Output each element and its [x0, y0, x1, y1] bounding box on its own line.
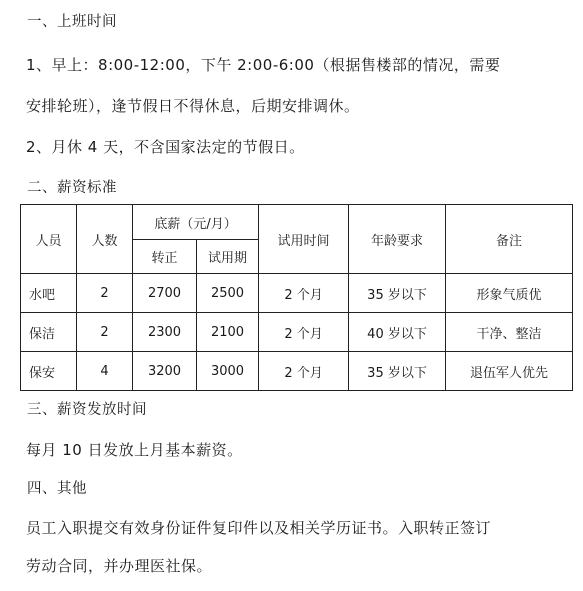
header-remarks: 备注 — [446, 205, 573, 274]
other-text-line-2: 劳动合同，并办理医社保。 — [26, 557, 213, 575]
other-text-line-1: 员工入职提交有效身份证件复印件以及相关学历证书。入职转正签订 — [26, 519, 492, 537]
table-row — [21, 352, 573, 391]
cell-trial: 2 个月 — [259, 274, 349, 313]
table-row — [21, 313, 573, 352]
header-base-salary: 底薪（元/月） — [133, 205, 259, 240]
cell-probation: 2500 — [197, 274, 259, 313]
cell-age: 35 岁以下 — [349, 352, 446, 391]
cell-remark: 形象气质优 — [446, 274, 573, 313]
section-4-title: 四、其他 — [27, 481, 87, 497]
cell-probation: 3000 — [197, 352, 259, 391]
cell-count: 2 — [77, 313, 133, 352]
cell-age: 35 岁以下 — [349, 274, 446, 313]
work-hours-line-1: 1、早上：8:00-12:00，下午 2:00-6:00（根据售楼部的情况，需要 — [26, 56, 501, 74]
cell-count: 2 — [77, 274, 133, 313]
cell-regular: 2300 — [133, 313, 197, 352]
table-row — [21, 274, 573, 313]
cell-regular: 2700 — [133, 274, 197, 313]
section-3-title: 三、薪资发放时间 — [27, 402, 147, 418]
cell-remark: 退伍军人优先 — [446, 352, 573, 391]
section-1-title: 一、上班时间 — [27, 14, 117, 30]
section-2-title: 二、薪资标准 — [27, 180, 117, 196]
work-hours-line-2: 安排轮班），逢节假日不得休息，后期安排调休。 — [26, 97, 360, 115]
header-probation: 试用期 — [197, 240, 259, 274]
cell-age: 40 岁以下 — [349, 313, 446, 352]
cell-probation: 2100 — [197, 313, 259, 352]
header-regular: 转正 — [133, 240, 197, 274]
header-role: 人员 — [21, 205, 77, 274]
cell-role: 保洁 — [21, 313, 77, 352]
header-count: 人数 — [77, 205, 133, 274]
header-age-requirement: 年龄要求 — [349, 205, 446, 274]
header-trial-period: 试用时间 — [259, 205, 349, 274]
cell-role: 水吧 — [21, 274, 77, 313]
cell-remark: 干净、整洁 — [446, 313, 573, 352]
cell-regular: 3200 — [133, 352, 197, 391]
cell-trial: 2 个月 — [259, 352, 349, 391]
cell-count: 4 — [77, 352, 133, 391]
salary-table — [20, 204, 573, 391]
monthly-rest-line: 2、月休 4 天，不含国家法定的节假日。 — [26, 138, 305, 156]
cell-role: 保安 — [21, 352, 77, 391]
pay-date-text: 每月 10 日发放上月基本薪资。 — [26, 441, 243, 459]
cell-trial: 2 个月 — [259, 313, 349, 352]
